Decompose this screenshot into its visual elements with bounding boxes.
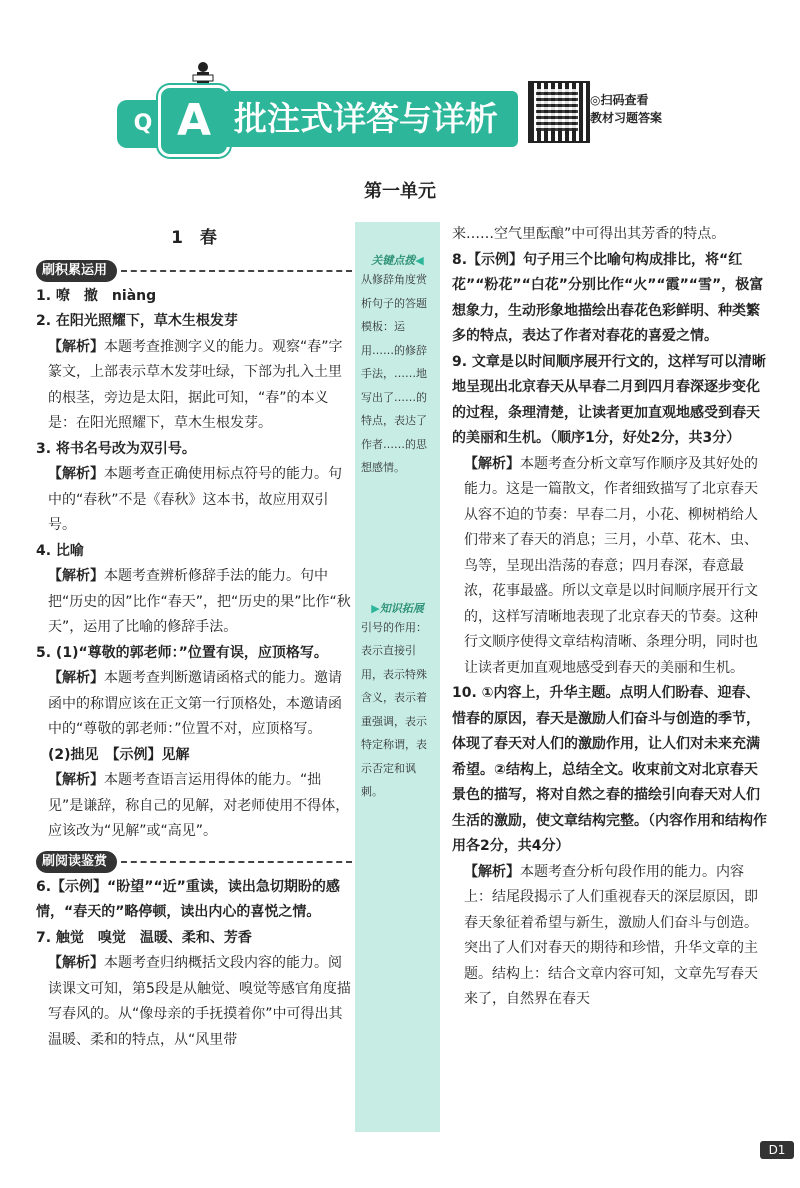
note-title-knowledge: ▶知识拓展 xyxy=(371,601,424,615)
section-badge: 刷积累运用 xyxy=(36,260,117,282)
explanation-5-1: 【解析】本题考查判断邀请函格式的能力。邀请函中的称谓应该在正文第一行顶格处，本邀请函中的“尊敬的郭老师：”位置不对，应顶格写。 xyxy=(48,670,342,737)
explanation-2: 【解析】本题考查推测字义的能力。观察“春”字篆文，上部表示草木发芽吐绿，下部为扎入土里的根茎，旁边是太阳，据此可知，“春”的本义是：在阳光照耀下，草木生根发芽。 xyxy=(48,338,343,431)
side-notes xyxy=(355,222,440,1132)
section-header-accumulation xyxy=(36,260,352,282)
section-badge: 刷阅读鉴赏 xyxy=(36,851,117,873)
explanation-9: 【解析】本题考查分析文章写作顺序及其好处的能力。这是一篇散文，作者细致描写了北京春天从容不迫的节奏：早春二月，小花、柳树梢给人们带来了春天的消息；三月，小草、花木、虫、鸟等，呈现出浩荡的春意；四月春深，春意最浓，花事最盛。所以文章是以时间顺序展开行文的，这样写清晰地表现了北京春天的节奏。这种行文顺序使得文章结构清晰、条理分明，同时也让读者更加直观地感受到春天的美丽和生机。 xyxy=(464,455,758,676)
answer-8: 8.【示例】句子用三个比喻句构成排比，将“红花”“粉花”“白花”分别比作“火”“霞”“雪”，极富想象力，生动形象地描绘出春花色彩鲜明、种类繁多的特点，表达了作者对春花的喜爱之情。 xyxy=(452,251,764,344)
scan-hint xyxy=(590,91,662,127)
scan-line-1: ◎扫码查看 xyxy=(590,93,649,107)
right-column xyxy=(452,222,768,1013)
explanation-3: 【解析】本题考查正确使用标点符号的能力。句中的“春秋”不是《春秋》这本书，故应用双引号。 xyxy=(48,466,342,533)
qr-code-icon[interactable] xyxy=(528,81,590,143)
answer-7: 7. 触觉 嗅觉 温暖、柔和、芳香 xyxy=(36,929,252,946)
q-badge: Q xyxy=(117,100,169,148)
scan-line-2: 教材习题答案 xyxy=(590,111,663,125)
a-badge: A xyxy=(158,85,230,157)
note-body-key-points: 从修辞角度赏析句子的答题模板：运用……的修辞手法，……地写出了……的特点，表达了作者……的思想感情。 xyxy=(361,273,427,474)
answer-10: 10. ①内容上，升华主题。点明人们盼春、迎春、惜春的原因，春天是激励人们奋斗与创造的季节，体现了春天对人们的激励作用，让人们对未来充满希望。②结构上，总结全文。收束前文对北京春天景色的描写，将对自然之春的描绘引向春天对人们生活的激励，使文章结构完整。（内容作用和结构作用各2分，共4分） xyxy=(452,685,767,854)
continued-text: 来……空气里酝酿”中可得出其芳香的特点。 xyxy=(452,226,726,242)
answer-1: 1. 嘹 撤 niàng xyxy=(36,287,157,304)
note-title-key-points: 关键点拨◀ xyxy=(371,254,424,267)
lesson-title: 1 春 xyxy=(171,228,217,248)
header-banner xyxy=(0,55,800,165)
answer-9: 9. 文章是以时间顺序展开行文的，这样写可以清晰地呈现出北京春天从早春二月到四月春深逐步变化的过程，条理清楚，让读者更加直观地感受到春天的美丽和生机。（顺序1分，好处2分，共3分） xyxy=(452,353,766,446)
answer-3: 3. 将书名号改为双引号。 xyxy=(36,440,196,457)
explanation-10: 【解析】本题考查分析句段作用的能力。内容上：结尾段揭示了人们重视春天的深层原因，即春天象征着希望与新生，激励人们奋斗与创造。突出了人们对春天的期待和珍惜，升华文章的主题。结构上：结合文章内容可知，文章先写春天来了，自然界在春天 xyxy=(464,863,758,1007)
unit-title: 第一单元 xyxy=(364,181,436,202)
answer-5-1: 5. (1)“尊敬的郭老师：”位置有误，应顶格写。 xyxy=(36,644,328,661)
answer-6: 6.【示例】“盼望”“近”重读，读出急切期盼的感情，“春天的”略停顿，读出内心的喜悦之情。 xyxy=(36,878,340,920)
explanation-4: 【解析】本题考查辨析修辞手法的能力。句中把“历史的因”比作“春天”，把“历史的果”比作“秋天”，运用了比喻的修辞手法。 xyxy=(48,568,351,635)
left-column xyxy=(36,222,352,1053)
explanation-7: 【解析】本题考查归纳概括文段内容的能力。阅读课文可知，第5段是从触觉、嗅觉等感官角度描写春风的。从“像母亲的手抚摸着你”中可得出其温暖、柔和的特点，从“风里带 xyxy=(48,955,351,1048)
answer-5-2: (2)拙见 【示例】见解 xyxy=(48,746,190,763)
answer-2: 2. 在阳光照耀下，草木生根发芽 xyxy=(36,313,238,329)
note-body-knowledge: 引号的作用：表示直接引用，表示特殊含义，表示着重强调，表示特定称谓，表示否定和讽刺。 xyxy=(361,620,427,798)
explanation-5-2: 【解析】本题考查语言运用得体的能力。“拙见”是谦辞，称自己的见解，对老师使用不得体，应该改为“见解”或“高见”。 xyxy=(48,772,350,839)
header-title: 批注式详答与详析 xyxy=(222,91,518,147)
page-number: D1 xyxy=(760,1141,794,1159)
section-header-reading xyxy=(36,851,352,873)
answer-4: 4. 比喻 xyxy=(36,542,84,559)
